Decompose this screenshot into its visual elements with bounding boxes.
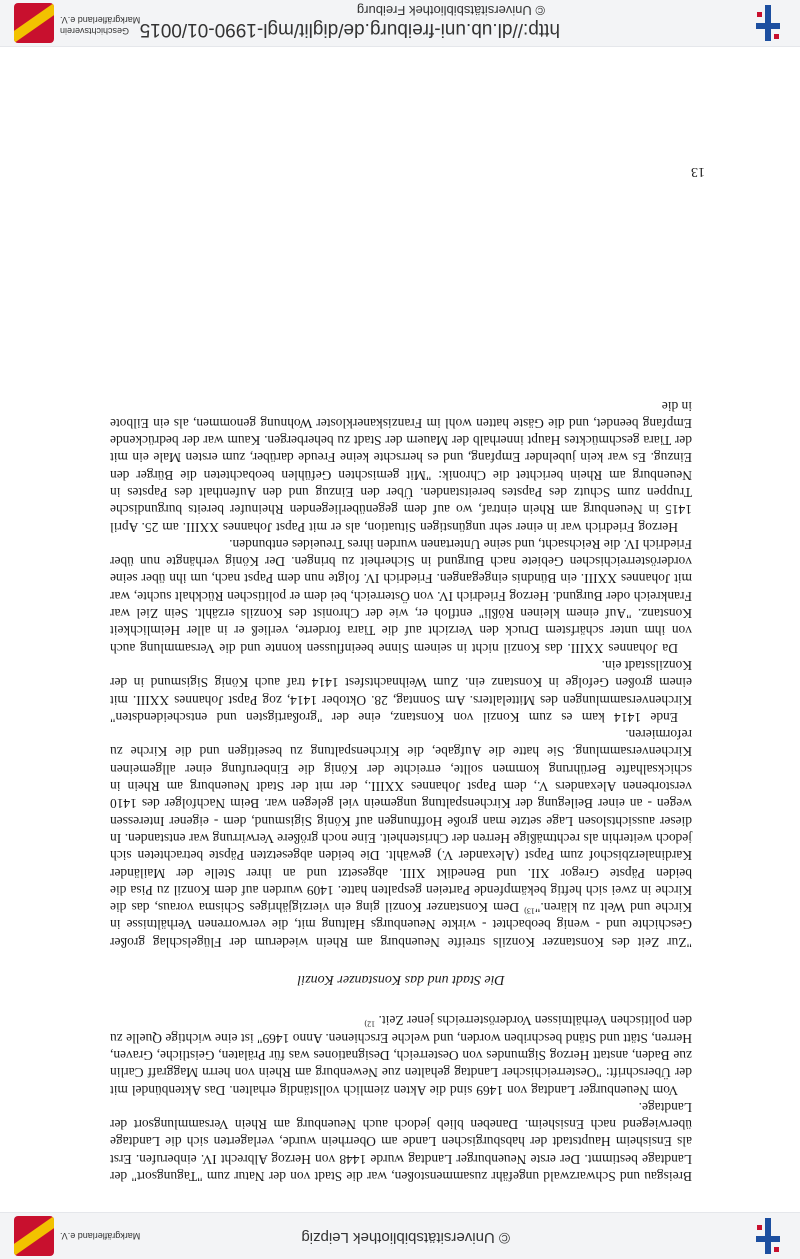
paragraph: Ende 1414 kam es zum Konzil von Konstanz, eine der "großartigsten und entscheidendsten" Kirchenversammlungen des Mittelalters. Am Sonntag, 28. Oktober 1414, zog Papst Johannes XXIII. mit einem großen Gefolge in Konstanz ein. Zum Weihnachtsfest 1414 traf auch König Sigismund in der Konzilsstadt ein.: [110, 657, 692, 725]
watermark-header-text: © Universitätsbibliothek Leipzig: [301, 1229, 510, 1246]
paragraph-text: Dem Konstanzer Konzil ging ein vierzigjähriges Schisma voraus, das die Kirche in zwei sich heftig bekämpfende Parteien gespalten hatte. 1409 wurden auf dem Konzil zu Pisa die beiden Päpste Gregor XII. und Benedikt XIII. abgesetzt und an ihrer Stelle der Mailänder Kardinalerzbischof zum Papst (Alexander V.) gewählt. Die beiden abgesetzten Päpste betrachteten sich jedoch weiterhin als rechtmäßige Herren der Christenheit. Eine noch größere Verwirrung war entstanden. In dieser aussichtslosen Lage setzte man große Hoffnungen auf König Sigismund, dem - eigener Interessen wegen - an einer Beilegung der Kirchenspaltung ungemein viel gelegen war. Beim Nachfolger des 1410 verstorbenen Alexanders V., dem Papst Johannes XXIII., der mit der Stadt Neuenburg am Rhein in schicksalhafte Berührung kommen sollte, erreichte der König die Einberufung einer allgemeinen Kirchenversammlung. Sie hatte die Aufgabe, die Kirchenspaltung zu beseitigen und die Kirche zu reformieren.: [110, 727, 692, 916]
watermark-library-text: © Universitätsbibliothek Freiburg: [356, 3, 545, 18]
footnote-marker: 13): [524, 906, 535, 916]
society-name: [60, 14, 170, 36]
paragraph: Breisgau und Schwarzwald ungefähr zusammenstoßen, war die Stadt von der Natur zum "Tagungsort" der Landtage bestimmt. Der erste Neuenburger Landtag wurde 1448 von Herzog Albrecht IV. einberufen. Erst als Ensisheim Hauptstadt der habsburgischen Lande am Oberrhein wurde, verlagerten sich die Landtage überwiegend nach Ensisheim. Daneben blieb jedoch auch Neuenburg am Rhein Versammlungsort der Landtage.: [110, 1099, 692, 1184]
footnote-marker: 12): [364, 1019, 376, 1029]
watermark-header: [0, 1212, 800, 1259]
quote-text: "Zur Zeit des Konstanzer Konzils streifte Neuenburg am Rhein wiederum der Flügelschlag großer Geschichte und - wenig beobachtet - wirkte Neuenburgs Haltung mit, die verworrenen Verhältnisse in Kirche und Welt zu klären.": [110, 900, 692, 950]
paragraph-text: Vom Neuenburger Landtag von 1469 sind die Akten ziemlich vollständig erhalten. Das Aktenbündel mit der Überschrift: "Oesterreichischer Landtag gehalten zue Newenburg am Rhein von herrn Maggraff Carlin zue Baden, anstatt Herzog Sigmundes von Oesterreich, Designationes was für Prälaten, Geistliche, Graven, Herren, Stätt und Ständ beschriben worden, und welche Erschienen. Anno 1469" ist eine wichtige Quelle zu den politischen Verhältnissen Vorderösterreichs jener Zeit.: [110, 1013, 692, 1098]
paragraph: [110, 726, 692, 951]
ub-logo-icon: [754, 1216, 782, 1256]
society-name-line1: Geschichtsverein: [60, 26, 130, 36]
society-crest-icon: [14, 3, 54, 43]
paragraph: [110, 1012, 692, 1098]
ub-logo-icon: [754, 3, 782, 43]
watermark-header-society: Markgräflerland e.V.: [60, 1231, 141, 1241]
page-number: 13: [691, 164, 705, 179]
document-body: [110, 397, 692, 1185]
watermark-footer: [0, 0, 800, 47]
society-name-line2: Markgräflerland e.V.: [60, 15, 141, 25]
watermark-url-link[interactable]: http://dl.ub.uni-freiburg.de/diglit/mgl-1990-01/0015: [139, 19, 560, 40]
paragraph: Herzog Friedrich war in einer sehr ungünstigen Situation, als er mit Papst Johannes XXIII. am 25. April 1415 in Neuenburg am Rhein eintraf, wo auf dem gegenüberliegenden Rheinufer bereits burgundische Truppen zum Schutz des Papstes bereitstanden. Über den Einzug und den Aufenthalt des Papstes in Neuenburg am Rhein berichtet die Chronik: "Mit gemischten Gefühlen beobachteten die Bürger den Einzug. Es war kein jubelnder Empfang, und es herrschte keine Freude darüber, zum ersten Male ein mit der Tiara geschmücktes Haupt innerhalb der Mauern der Stadt zu beherbergen. Kaum war der bedrückende Empfang beendet, und die Gäste hatten wohl im Franziskanerkloster Wohnung genommen, als ein Eilbote in die: [110, 398, 692, 535]
paragraph: Da Johannes XXIII. das Konzil nicht in seinem Sinne beeinflussen konnte und die Versammlung auch von ihm unter schärfstem Druck den Verzicht auf die Tiara forderte, verließ er in aller Heimlichkeit Konstanz. "Auf einem kleinen Rößli" entfloh er, wie der Chronist des Konzils erzählt. Sein Ziel war Frankreich oder Burgund. Herzog Friedrich IV. von Österreich, bei dem er politischen Rückhalt suchte, war mit Johannes XXIII. ein Bündnis eingegangen. Friedrich IV. folgte nun dem Papst nach, um ihn über seine vorderösterreichischen Gebiete nach Burgund in Sicherheit zu bringen. Der König verhängte nun über Friedrich IV. die Reichsacht, und seine Untertanen wurden ihres Treueides entbunden.: [110, 536, 692, 656]
section-heading: Die Stadt und das Konstanzer Konzil: [297, 972, 505, 988]
society-crest-icon: [14, 1216, 54, 1256]
